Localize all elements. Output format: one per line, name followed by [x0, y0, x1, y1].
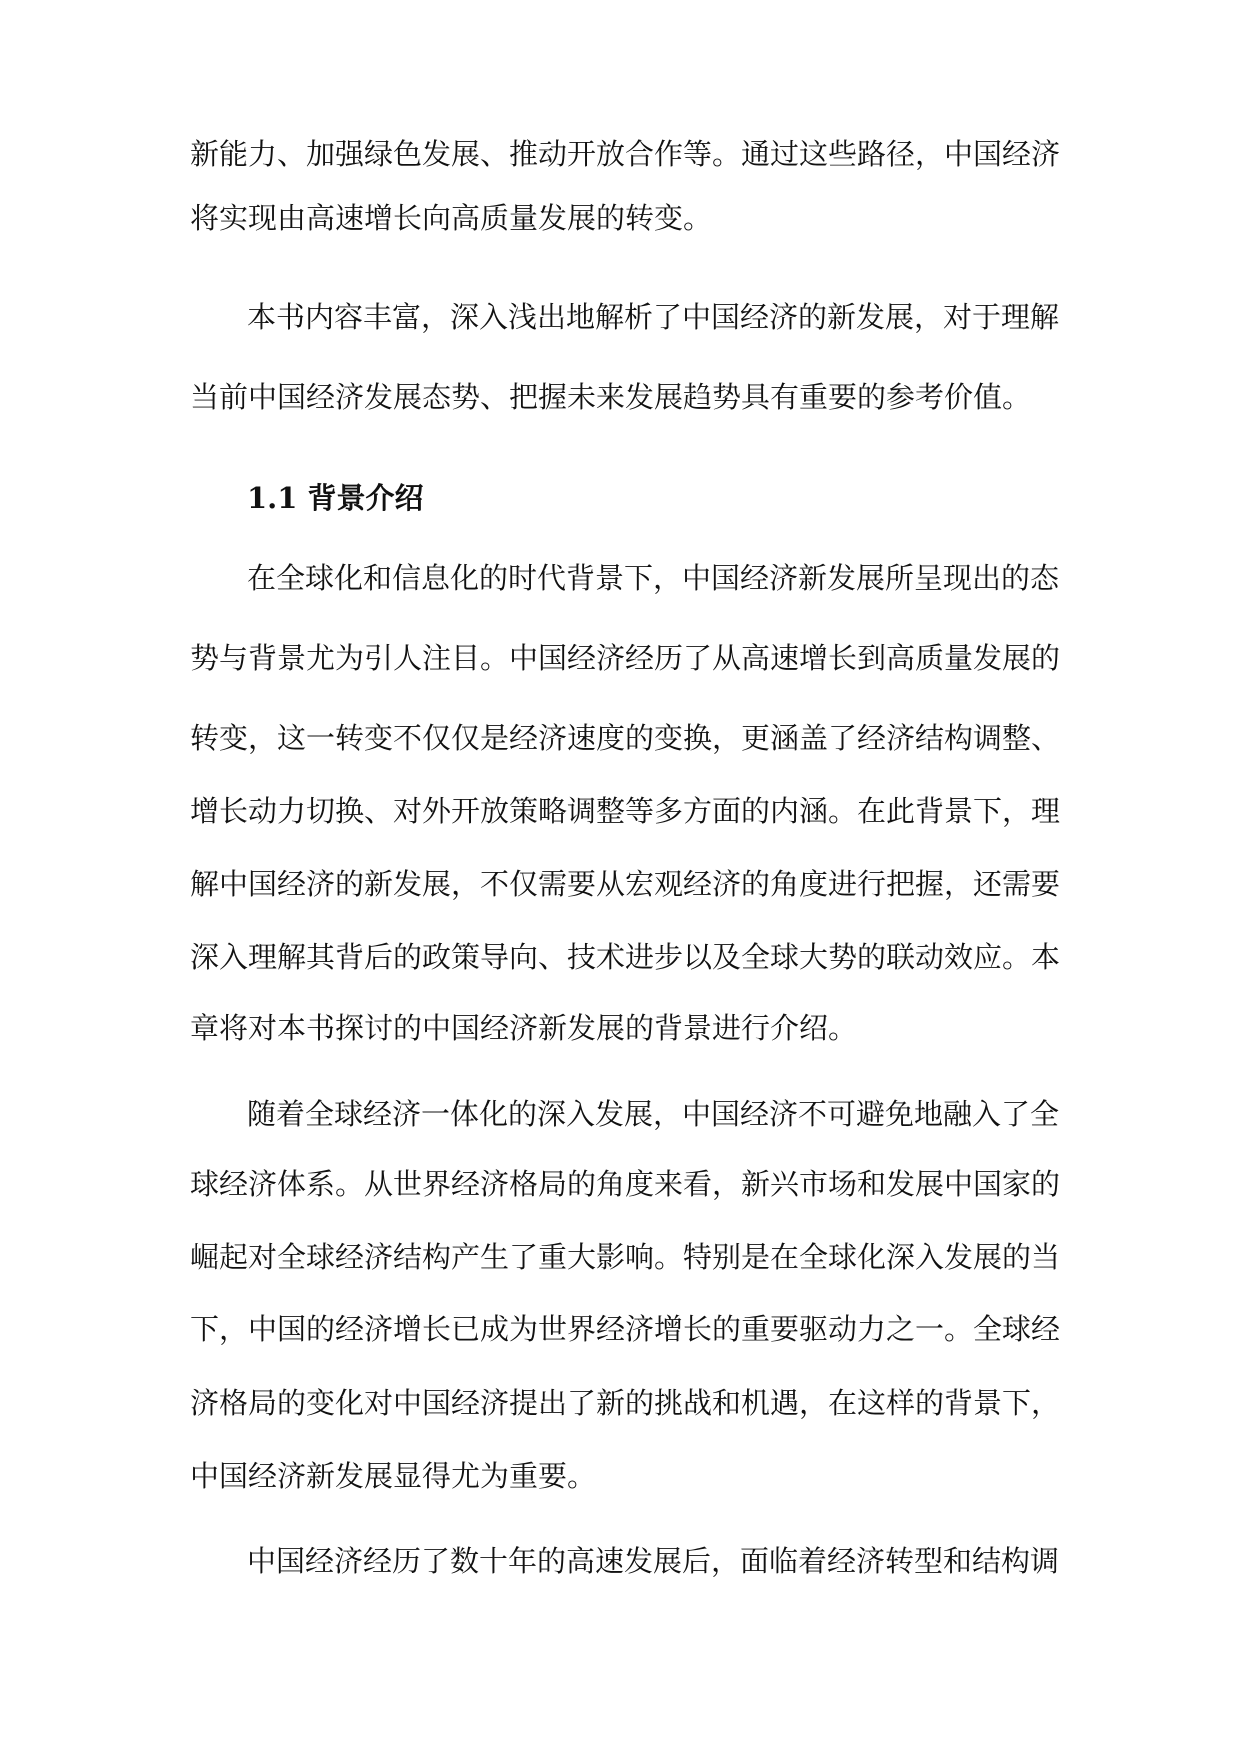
paragraph-line: 解中国经济的新发展，不仅需要从宏观经济的角度进行把握，还需要 [190, 867, 1061, 901]
paragraph-line: 势与背景尤为引人注目。中国经济经历了从高速增长到高质量发展的 [190, 641, 1061, 675]
paragraph-line: 在全球化和信息化的时代背景下，中国经济新发展所呈现出的态 [247, 561, 1060, 595]
paragraph-line: 中国经济经历了数十年的高速发展后，面临着经济转型和结构调 [247, 1544, 1060, 1578]
paragraph-line: 球经济体系。从世界经济格局的角度来看，新兴市场和发展中国家的 [190, 1167, 1061, 1201]
paragraph-line: 当前中国经济发展态势、把握未来发展趋势具有重要的参考价值。 [190, 380, 1032, 414]
paragraph-line: 下，中国的经济增长已成为世界经济增长的重要驱动力之一。全球经 [190, 1312, 1061, 1346]
paragraph-line: 济格局的变化对中国经济提出了新的挑战和机遇，在这样的背景下， [190, 1386, 1061, 1420]
paragraph-line: 中国经济新发展显得尤为重要。 [190, 1459, 597, 1493]
paragraph-line: 章将对本书探讨的中国经济新发展的背景进行介绍。 [190, 1011, 858, 1045]
paragraph-line: 新能力、加强绿色发展、推动开放合作等。通过这些路径，中国经济 [190, 137, 1061, 171]
paragraph-line: 随着全球经济一体化的深入发展，中国经济不可避免地融入了全 [247, 1097, 1060, 1131]
paragraph-line: 崛起对全球经济结构产生了重大影响。特别是在全球化深入发展的当 [190, 1240, 1061, 1274]
paragraph-line: 将实现由高速增长向高质量发展的转变。 [190, 201, 713, 235]
section-heading: 1.1 背景介绍 [247, 481, 424, 515]
paragraph-line: 本书内容丰富，深入浅出地解析了中国经济的新发展，对于理解 [247, 300, 1060, 334]
paragraph-line: 转变，这一转变不仅仅是经济速度的变换，更涵盖了经济结构调整、 [190, 721, 1061, 755]
paragraph-line: 增长动力切换、对外开放策略调整等多方面的内涵。在此背景下，理 [190, 794, 1061, 828]
paragraph-line: 深入理解其背后的政策导向、技术进步以及全球大势的联动效应。本 [190, 940, 1061, 974]
